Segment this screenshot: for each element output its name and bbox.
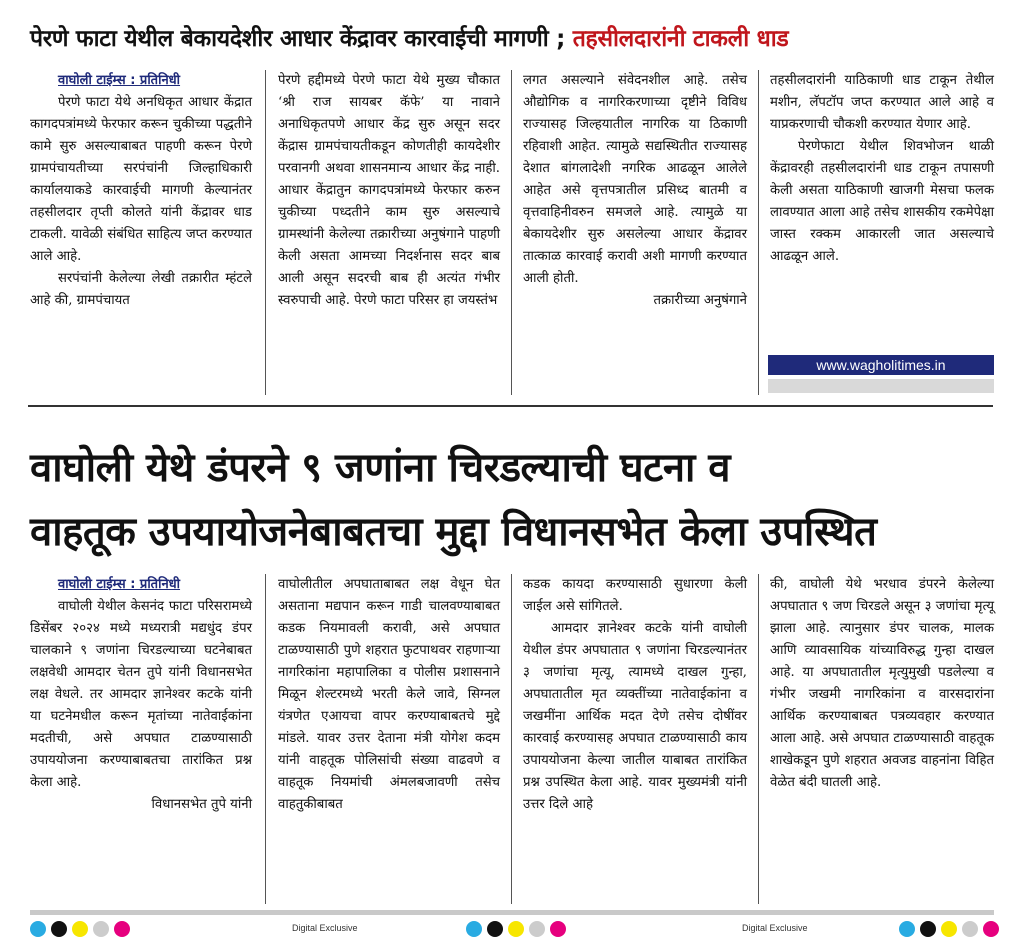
section-divider (28, 405, 993, 407)
article2-byline: वाघोली टाईम्स : प्रतिनिधी (58, 577, 181, 592)
article2-col3-para-1: कडक कायदा करण्यासाठी सुधारणा केली जाईल असे सांगितले. (523, 577, 747, 614)
grey-bar (768, 379, 994, 393)
article2-col1-para-1: वाघोली येथील केसनंद फाटा परिसरामध्ये डिसेंबर २०२४ मध्ये मध्यरात्री मद्यधुंद डंपर चालकाने ९ जणांना चिरडल्याच्या घटनेबाबत लक्षवेधी आमदार चेतन तुपे यांनी विधानसभेत लक्ष वेधले. तर आमदार ज्ञानेश्वर कटके यांनी या घटनेमधील करून मृतांच्या नातेवाईकांना मदतीची, असे अपघात टाळण्यासाठी उपाययोजना करण्याबाबतचा तारांकित प्रश्न केला आहे. (30, 599, 252, 790)
registration-dot (899, 921, 915, 937)
article2-column-3 (523, 574, 747, 816)
article1-col2-text: पेरणे हद्दीमध्ये पेरणे फाटा येथे मुख्य चौकात ‘श्री राज सायबर कॅफे’ या नावाने अनाधिकृतपणे आधार केंद्र सुरु असून सदर केंद्रास ग्रामपंचायतीकडून कोणतीही कायदेशीर परवानगी अथवा शासनमान्य आधार केंद्र नाही. आधार केंद्रातुन कागदपत्रांमध्ये फेरफार करुन चुकीच्या पध्दतीने काम सुरु असल्याचे ग्रामस्थांनी केलेल्या तक्रारीच्या अनुषंगाने पाहणी केली असता आमच्या निदर्शनास सदर बाब आली असून सदरची बाब ही अत्यंत गंभीर स्वरुपाची आहे. पेरणे फाटा परिसर हा जयस्तंभ (278, 73, 500, 308)
article2-col2-text: वाघोलीतील अपघाताबाबत लक्ष वेधून घेत असताना मद्यपान करून गाडी चालवण्याबाबत कडक नियमावली करावी, असे अपघात टाळण्यासाठी पुणे शहरात फुटपाथवर राहणाऱ्या नागरिकांना महापालिका व पोलीस प्रशासनाने मिळून शेल्टरमध्ये भरती केले जावे, सिग्नल यंत्रणेत एआयचा वापर करण्याबाबतचे मुद्दे मांडले. यावर उत्तर देताना मंत्री योगेश कदम यांनी वाहतूक पोलिसांची संख्या वाढवणे व वाहतूक नियमांची अंमलबजावणी तसेच वाहतुकीबाबत (278, 577, 500, 812)
article2-headline-line-2: वाहतूक उपयायोजनेबाबतचा मुद्दा विधानसभेत केला उपस्थित (30, 509, 877, 555)
article2-headline-line-1: वाघोली येथे डंपरने ९ जणांना चिरडल्याची घटना व (30, 445, 731, 491)
article1-column-3 (523, 70, 747, 312)
column-divider (758, 70, 759, 395)
registration-dot (941, 921, 957, 937)
registration-dot (983, 921, 999, 937)
article1-column-4 (770, 70, 994, 268)
registration-dot (93, 921, 109, 937)
article2-col4-text: की, वाघोली येथे भरधाव डंपरने केलेल्या अपघातात ९ जण चिरडले असून ३ जणांचा मृत्यू झाला आहे. त्यानुसार डंपर चालक, मालक आणि व्यावसायिक यांच्याविरुद्ध गुन्हा दाखल आहे. या अपघातातील मृत्युमुखी पडलेल्या व गंभीर जखमी नागरिकांना व वारसदारांना आर्थिक करण्याबाबत पत्रव्यवहार करण्यात आला आहे. असे अपघात टाळण्यासाठी वाहतूक शाखेकडून पुणे शहरात अवजड वाहनांना विहित वेळेत बंदी घातली आहे. (770, 577, 994, 790)
article1-col3-text: लगत असल्याने संवेदनशील आहे. तसेच औद्योगिक व नागरिकरणाच्या दृष्टीने विविध राज्यासह जिल्हयातील नागरिक या ठिकाणी रहिवाशी आहेत. त्यामुळे सद्यस्थितीत राज्यासह देशात बांगलादेशी नगरिक आढळून आलेले आहेत असे वृत्तपत्रातील प्रसिध्द बातमी व वृत्तवाहिनीवरुन समजले आहे. त्यामुळे या बेकायदेशीर सुरु असलेल्या आधार केंद्रावर तात्काळ कारवाई करावी अशी मागणी करण्यात आली होती. (523, 73, 747, 286)
article1-headline-main: पेरणे फाटा येथील बेकायदेशीर आधार केंद्रावर कारवाईची मागणी ; (30, 26, 566, 52)
column-divider (511, 70, 512, 395)
article2-col1-para-2: विधानसभेत तुपे यांनी (151, 797, 252, 812)
article2-column-4 (770, 574, 994, 794)
column-divider (265, 70, 266, 395)
registration-dot (72, 921, 88, 937)
article2-column-1 (30, 574, 252, 816)
registration-dot (466, 921, 482, 937)
footer-label-left: Digital Exclusive (292, 923, 358, 933)
article1-column-2 (278, 70, 500, 312)
article1-column-1 (30, 70, 252, 312)
article2-col3-para-2: आमदार ज्ञानेश्वर कटके यांनी वाघोली येथील डंपर अपघातात ९ जणांना चिरडल्यानंतर ३ जणांचा मृत्यू, त्यामध्ये दाखल गुन्हा, अपघातातील मृत व्यक्तींच्या नातेवाईकांना व जखमींना आर्थिक मदत देणे तसेच दोषींवर कारवाई करण्यासह अपघात टाळण्यासाठी काय उपाययोजना केल्या जातील याबाबत तारांकित प्रश्न उपस्थित केला आहे. यावर मुख्यमंत्री यांनी उत्तर दिले आहे (523, 621, 747, 812)
footer-label-right: Digital Exclusive (742, 923, 808, 933)
registration-dot (30, 921, 46, 937)
article1-byline: वाघोली टाईम्स : प्रतिनिधी (58, 73, 181, 88)
registration-dot (508, 921, 524, 937)
registration-dot (114, 921, 130, 937)
article1-headline (30, 18, 1000, 60)
print-registration-dots-right (899, 921, 999, 937)
article1-col1-para-1: पेरणे फाटा येथे अनधिकृत आधार केंद्रात कागदपत्रांमध्ये फेरफार करून चुकीच्या पद्धतीने कामे सुरु असल्याबाबत पाहणी करून पेरणे ग्रामपंचायतीच्या सरपंचांनी जिल्हाधिकारी कार्यालयाकडे कारवाईची मागणी केल्यानंतर तहसीलदार तृप्ती कोलते यांनी केंद्रावर धाड टाकली. यावेळी संबंधित साहित्य जप्त करण्यात आले आहे. (30, 95, 252, 264)
registration-dot (51, 921, 67, 937)
article1-col4-para-2: पेरणेफाटा येथील शिवभोजन थाळी केंद्रावरही तहसीलदारांनी धाड टाकून तपासणी केली असता याठिकाणी खाजगी मेसचा फलक लावण्यात आला आहे तसेच शासकीय रकमेपेक्षा जास्त रक्कम आकारली जात असल्याचे आढळून आले. (770, 139, 994, 264)
article2-column-2 (278, 574, 500, 816)
registration-dot (920, 921, 936, 937)
print-registration-dots-left (30, 921, 130, 937)
article1-col4-para-1: तहसीलदारांनी याठिकाणी धाड टाकून तेथील मशीन, लॅपटॉप जप्त करण्यात आले आहे व याप्रकरणाची चौकशी करण्यात येणार आहे. (770, 73, 994, 132)
website-url-banner[interactable]: www.wagholitimes.in (768, 355, 994, 375)
registration-dot (529, 921, 545, 937)
registration-dot (550, 921, 566, 937)
column-divider (511, 574, 512, 904)
article1-col1-para-2: सरपंचांनी केलेल्या लेखी तक्रारीत म्हंटले आहे की, ग्रामपंचायत (30, 271, 252, 308)
column-divider (758, 574, 759, 904)
article1-subhead: तहसीलदारांनी टाकली धाड (572, 26, 789, 52)
column-divider (265, 574, 266, 904)
print-registration-dots-center (466, 921, 566, 937)
article1-col3-tail: तक्रारीच्या अनुषंगाने (653, 293, 747, 308)
registration-dot (487, 921, 503, 937)
registration-dot (962, 921, 978, 937)
footer-bar (30, 910, 994, 915)
